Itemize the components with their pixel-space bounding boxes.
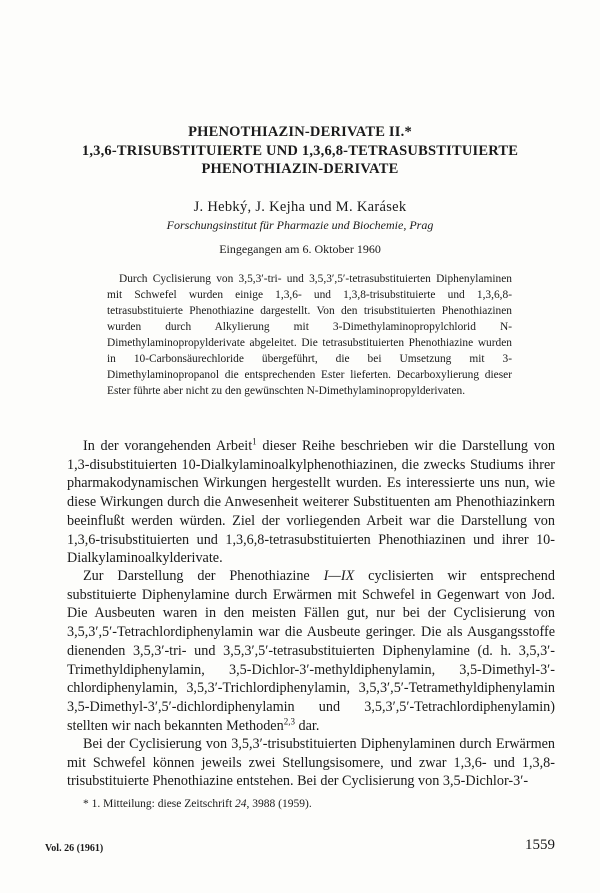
footnote-divider bbox=[67, 790, 555, 791]
paragraph-text: In der vorangehenden Arbeit bbox=[83, 438, 253, 454]
citation-ref: 2,3 bbox=[283, 715, 295, 726]
journal-volume: Vol. 26 (1961) bbox=[45, 843, 104, 854]
affiliation: Forschungsinstitut für Pharmazie und Biochemie, Prag bbox=[166, 218, 434, 232]
paragraph-text: dieser Reihe beschrieben wir die Darstellung von 1,3-disubstituierten 10-Dialkylaminoalkylphenothiazinen, die zwecks Studiums ihrer pharmakodynamischen Wirkungen hergestellt wurden. Es interessierte uns nun, wie diese Wirkungen durch die Anwesenheit weiterer Substituenten am Phenothiazinkern beeinflußt werden würden. Ziel der vorliegenden Arbeit war die Darstellung von 1,3,6-trisubstituierten und 1,3,6,8-tetrasubstituierten Phenothiazinen und ihrer 10-Dialkylaminoalkylderivate. bbox=[67, 438, 556, 567]
article-title-line-2: 1,3,6-TRISUBSTITUIERTE UND 1,3,6,8-TETRASUBSTITUIERTE bbox=[81, 143, 519, 159]
paragraph-text: Zur Darstellung der Phenothiazine bbox=[83, 568, 324, 584]
paragraph-text: cyclisierten wir entsprechend substituierte Diphenylamine durch Erwärmen mit Schwefel in Gegenwart von Jod. Die Ausbeuten waren in den meisten Fällen gut, nur bei der Cyclisierung von 3,5,3′,5′-Tetrachlordiphenylamin war die Ausbeute geringer. Die als Ausgangsstoffe dienenden 3,5,3′-tri- und 3,5,3′,5′-tetrasubstituierten Diphenylamine (d. h. 3,5,3′-Trimethyldiphenylamin, 3,5-Dichlor-3′-methyldiphenylamin, 3,5-Dimethyl-3′-chlordiphenylamin, 3,5,3′-Trichlordiphenylamin, 3,5,3′,5′-Tetramethyldiphenylamin 3,5-Dimethyl-3′,5′-dichlordiphenylamin und 3,5,3′,5′-Tetrachlordiphenylamin) stellten wir nach bekannten Methoden bbox=[67, 568, 555, 734]
authors: J. Hebký, J. Kejha und M. Karásek bbox=[193, 199, 407, 215]
body-paragraph-1 bbox=[67, 437, 555, 568]
received-date: Eingegangen am 6. Oktober 1960 bbox=[219, 242, 381, 256]
footnote-text: * 1. Mitteilung: diese Zeitschrift bbox=[83, 798, 236, 810]
footnote-volume: 24 bbox=[235, 798, 247, 810]
body-paragraph-2 bbox=[67, 567, 555, 735]
abstract: Durch Cyclisierung von 3,5,3′-tri- und 3,5,3′,5′-tetrasubstituierten Diphenylaminen mit Schwefel wurden einige 1,3,6- und 1,3,8-trisubstituierte und 1,3,6,8-tetrasubstituierte Phenothiazine dargestellt. Von den trisubstituierten Phenothiazinen wurden durch Alkylierung mit 3-Dimethylaminopropylchlorid N-Dimethylaminopropylderivate abgeleitet. Die tetrasubstituierten Phenothiazine wurden in 10-Carbonsäurechloride übergeführt, die bei Umsetzung mit 3-Dimethylaminopropanol die entsprechenden Ester lieferten. Decarboxylierung dieser Ester führte aber nicht zu den gewünschten N-Dimethylaminopropylderivaten. bbox=[107, 273, 512, 397]
article-title-line-3: PHENOTHIAZIN-DERIVATE bbox=[201, 161, 399, 177]
paragraph-text: dar. bbox=[294, 717, 320, 734]
citation-ref: 1 bbox=[252, 436, 257, 447]
footnote bbox=[67, 798, 555, 810]
page-number: 1559 bbox=[525, 837, 555, 853]
body-paragraph-3: Bei der Cyclisierung von 3,5,3′-trisubstituierten Diphenylaminen durch Erwärmen mit Schwefel können jeweils zwei Stellungsisomere, und zwar 1,3,6- und 1,3,8-trisubstituierte Phenothiazine entstehen. Bei der Cyclisierung von 3,5-Dichlor-3′- bbox=[67, 736, 555, 790]
compound-range: I—IX bbox=[323, 568, 355, 584]
article-title-line-1: PHENOTHIAZIN-DERIVATE II.* bbox=[188, 124, 412, 140]
footnote-text: , 3988 (1959). bbox=[246, 798, 312, 810]
